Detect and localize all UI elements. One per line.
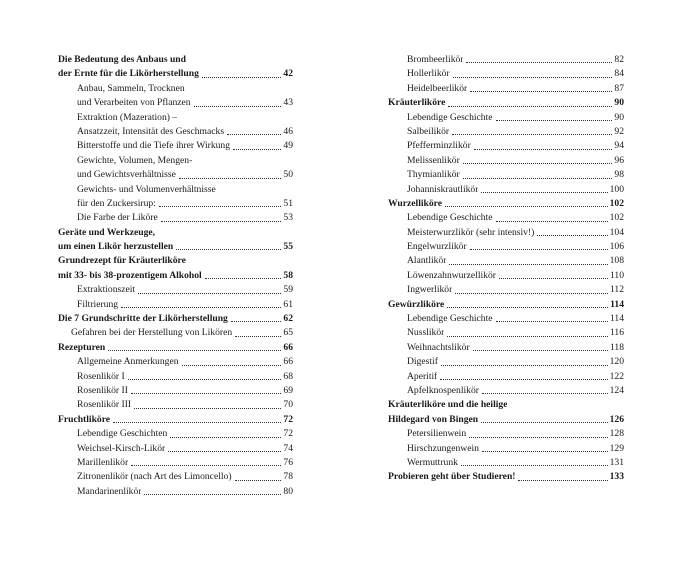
toc-entry-title: Die 7 Grundschritte der Likörherstellung [58,313,228,325]
toc-entry [388,456,624,470]
toc-entry [58,168,293,182]
toc-page-number: 114 [610,298,624,310]
toc-page-number: 76 [283,456,293,468]
toc-page-number: 114 [609,313,624,325]
toc-entry [388,82,624,96]
toc-leader-dots [440,379,607,380]
toc-leader-dots [161,221,282,222]
toc-entry-title: Gewichts- und Volumenverhältnisse [77,183,216,195]
toc-page-number: 70 [283,399,293,411]
toc-leader-dots [474,149,613,150]
toc-entry [388,355,624,369]
toc-entry-title: Melissenlikör [407,154,460,166]
toc-entry [58,470,293,484]
toc-entry [58,240,293,254]
toc-entry-title: Fruchtliköre [58,413,111,425]
toc-leader-dots [131,393,282,394]
toc-entry [58,183,293,197]
toc-leader-dots [481,192,607,193]
toc-leader-dots [134,408,281,409]
toc-entry [388,370,624,384]
toc-entry [58,211,293,225]
toc-entry-title: Lebendige Geschichten [77,428,168,440]
toc-entry [388,125,624,139]
toc-page-number: 49 [283,140,293,152]
toc-page-number: 59 [283,284,293,296]
toc-page-number: 62 [283,313,293,325]
toc-page-number: 66 [283,356,293,368]
toc-entry-title: Salbeilikör [407,125,450,137]
toc-page-number: 90 [614,111,624,123]
toc-entry [58,111,293,125]
toc-entry-title: Allgemeine Anmerkungen [77,356,179,368]
toc-entry-title: Petersilienwein [407,428,467,440]
toc-entry [58,298,293,312]
toc-leader-dots [518,480,607,481]
toc-page-number: 65 [283,327,293,339]
toc-leader-dots [159,206,282,207]
toc-entry [388,183,624,197]
toc-entry [58,341,293,355]
toc-entry-title: Lebendige Geschichte [407,111,493,123]
toc-page-number: 72 [283,413,293,425]
toc-page-number: 110 [609,269,624,281]
toc-column-left [58,53,293,499]
toc-entry [388,211,624,225]
toc-entry-title: Die Bedeutung des Anbaus und [58,53,186,65]
toc-leader-dots [453,77,613,78]
toc-entry-title: Rosenlikör I [77,370,125,382]
toc-leader-dots [205,278,282,279]
toc-entry-title: Wermuttrunk [407,456,458,468]
toc-entry [58,485,293,499]
toc-leader-dots [445,206,608,207]
toc-entry-title: Extraktionszeit [77,284,136,296]
toc-page-number: 112 [609,284,624,296]
toc-entry [58,82,293,96]
toc-leader-dots [496,321,608,322]
toc-leader-dots [470,249,608,250]
toc-page-number: 61 [283,298,293,310]
toc-entry [58,312,293,326]
toc-entry-title: Ansatzzeit, Intensität des Geschmacks [77,125,225,137]
toc-entry-title: und Gewichtsverhältnisse [77,169,176,181]
toc-entry [388,154,624,168]
toc-page-number: 98 [614,169,624,181]
toc-leader-dots [466,62,612,63]
toc-page-number: 58 [283,269,293,281]
toc-entry [388,312,624,326]
toc-entry-title: Digestif [407,356,438,368]
toc-leader-dots [179,178,282,179]
toc-entry [388,168,624,182]
toc-entry [388,384,624,398]
toc-page-number: 100 [609,183,624,195]
toc-page-number: 84 [614,68,624,80]
toc-entry [388,413,624,427]
toc-page-number: 102 [609,197,624,209]
toc-entry [58,226,293,240]
toc-page-number: 131 [609,456,624,468]
toc-entry [388,254,624,268]
toc-entry-title: Zitronenlikör (nach Art des Limoncello) [77,471,232,483]
toc-entry [388,226,624,240]
toc-leader-dots [233,149,281,150]
toc-entry-title: Johanniskrautlikör [407,183,479,195]
toc-entry [58,254,293,268]
toc-page-number: 53 [283,212,293,224]
toc-entry-title: Probieren geht über Studieren! [388,471,516,483]
toc-entry-title: Weichsel-Kirsch-Likör [77,442,166,454]
toc-entry [58,96,293,110]
toc-page-number: 108 [609,255,624,267]
toc-entry-title: Thymianlikör [407,169,460,181]
toc-entry-title: Rosenlikör III [77,399,132,411]
toc-leader-dots [144,494,281,495]
toc-entry-title: mit 33- bis 38-prozentigem Alkohol [58,269,202,281]
toc-leader-dots [463,178,613,179]
toc-page-number: 51 [283,197,293,209]
toc-entry-title: Rosenlikör II [77,384,128,396]
toc-leader-dots [182,365,282,366]
toc-entry [58,139,293,153]
toc-entry-title: Extraktion (Mazeration) – [77,111,178,123]
toc-entry-title: Heidelbeerlikör [407,82,468,94]
toc-page-number: 133 [609,471,624,483]
toc-leader-dots [194,106,282,107]
toc-entry-title: Wurzelliköre [388,197,443,209]
toc-page-number: 72 [283,428,293,440]
toc-entry-title: Lebendige Geschichte [407,313,493,325]
toc-entry-title: für den Zuckersirup: [77,197,156,209]
toc-leader-dots [235,336,281,337]
toc-entry-title: Die Farbe der Liköre [77,212,158,224]
toc-page-number: 122 [609,370,624,382]
toc-entry-title: Apfelknospenlikör [407,384,479,396]
toc-entry-title: Weihnachtslikör [407,341,470,353]
toc-entry [58,427,293,441]
toc-leader-dots [168,451,281,452]
toc-entry-title: Rezepturen [58,341,106,353]
toc-leader-dots [463,163,613,164]
toc-page-number: 96 [614,154,624,166]
toc-leader-dots [496,221,608,222]
toc-entry-title: Löwenzahnwurzellikör [407,269,496,281]
toc-entry [388,341,624,355]
toc-entry-title: Hildegard von Bingen [388,413,479,425]
toc-leader-dots [499,278,608,279]
toc-page-number: 94 [614,140,624,152]
toc-entry-title: Meisterwurzlikör (sehr intensiv!) [407,226,535,238]
toc-entry [58,398,293,412]
toc-page-number: 50 [283,169,293,181]
toc-page-number: 82 [614,53,624,65]
toc-leader-dots [128,379,282,380]
toc-leader-dots [131,465,281,466]
toc-entry [58,67,293,81]
toc-entry [388,96,624,110]
toc-leader-dots [449,264,607,265]
toc-leader-dots [170,437,281,438]
toc-leader-dots [235,480,282,481]
toc-entry [58,326,293,340]
toc-entry [58,413,293,427]
toc-leader-dots [470,91,612,92]
toc-entry [58,442,293,456]
toc-leader-dots [447,336,608,337]
toc-page-number: 80 [283,485,293,497]
toc-entry-title: Brombeerlikör [407,53,464,65]
toc-page-number: 46 [283,125,293,137]
toc-page-number: 74 [283,442,293,454]
toc-entry-title: Marillenlikör [77,456,129,468]
toc-entry-title: Aperitif [407,370,438,382]
toc-page-number: 43 [283,97,293,109]
toc-entry [58,355,293,369]
toc-entry [388,139,624,153]
toc-entry [388,111,624,125]
toc-entry-title: Ingwerlikör [407,284,453,296]
toc-page-number: 68 [283,370,293,382]
toc-entry-title: und Verarbeiten von Pflanzen [77,97,191,109]
toc-entry [58,125,293,139]
toc-leader-dots [481,422,608,423]
toc-entry [388,398,624,412]
toc-page-number: 69 [283,384,293,396]
toc-entry [388,53,624,67]
toc-page-number: 128 [609,428,624,440]
toc-page-number: 92 [614,125,624,137]
toc-entry [58,384,293,398]
toc-leader-dots [138,293,281,294]
toc-page-number: 124 [609,384,624,396]
toc-entry [388,67,624,81]
toc-entry-title: Nusslikör [407,327,445,339]
toc-entry-title: Kräuterliköre [388,97,446,109]
toc-entry [58,197,293,211]
toc-leader-dots [108,350,281,351]
toc-entry [58,53,293,67]
toc-entry-title: Alantlikör [407,255,447,267]
toc-entry [388,442,624,456]
toc-entry-title: Gewichte, Volumen, Mengen- [77,154,193,166]
toc-entry-title: Engelwurzlikör [407,241,467,253]
toc-entry [388,197,624,211]
toc-entry-title: Geräte und Werkzeuge, [58,226,156,238]
toc-leader-dots [461,465,608,466]
toc-page-number: 129 [609,442,624,454]
toc-leader-dots [482,451,608,452]
toc-entry-title: Gewürzliköre [388,298,445,310]
toc-page-number: 126 [609,413,624,425]
toc-entry-title: Grundrezept für Kräuterliköre [58,255,186,267]
toc-entry-title: Anbau, Sammeln, Trocknen [77,82,185,94]
toc-entry-title: Gefahren bei der Herstellung von Likören [71,327,233,339]
toc-page-number: 78 [283,471,293,483]
toc-leader-dots [455,293,608,294]
toc-entry [388,283,624,297]
toc-page-number: 104 [609,226,624,238]
toc-leader-dots [482,393,608,394]
toc-page-number: 87 [614,82,624,94]
toc-entry-title: Pfefferminzlikör [407,140,471,152]
toc-entry [58,269,293,283]
toc-entry [388,470,624,484]
toc-leader-dots [473,350,608,351]
toc-entry-title: Mandarinenlikör [77,485,142,497]
toc-leader-dots [441,365,608,366]
toc-page-number: 118 [609,341,624,353]
toc-leader-dots [447,307,608,308]
toc-leader-dots [227,134,281,135]
toc-entry [58,283,293,297]
toc-entry-title: um einen Likör herzustellen [58,241,174,253]
toc-leader-dots [121,307,281,308]
toc-page-number: 42 [283,68,293,80]
toc-entry [58,154,293,168]
toc-leader-dots [469,437,607,438]
toc-leader-dots [452,134,612,135]
toc-page-number: 102 [609,212,624,224]
toc-leader-dots [202,77,282,78]
toc-leader-dots [231,321,282,322]
toc-entry-title: Lebendige Geschichte [407,212,493,224]
toc-entry [388,240,624,254]
toc-page-number: 116 [609,327,624,339]
toc-entry-title: Hollerlikör [407,68,450,80]
toc-leader-dots [448,106,612,107]
toc-page-number: 66 [283,341,293,353]
toc-leader-dots [496,120,613,121]
toc-entry-title: Hirschzungenwein [407,442,479,454]
toc-page-number: 106 [609,241,624,253]
toc-entry-title: Kräuterliköre und die heilige [388,399,508,411]
toc-entry [58,456,293,470]
toc-leader-dots [176,249,281,250]
toc-entry [388,326,624,340]
toc-entry-title: der Ernte für die Likörherstellung [58,68,199,80]
toc-leader-dots [113,422,281,423]
toc-page-number: 120 [609,356,624,368]
toc-leader-dots [537,235,607,236]
toc-page-number: 90 [614,97,624,109]
toc-entry [388,427,624,441]
toc-entry [388,269,624,283]
toc-entry-title: Bitterstoffe und die Tiefe ihrer Wirkung [77,140,231,152]
toc-entry [388,298,624,312]
toc-entry-title: Filtrierung [77,298,119,310]
toc-column-right [388,53,624,485]
toc-page-number: 55 [283,241,293,253]
toc-entry [58,370,293,384]
